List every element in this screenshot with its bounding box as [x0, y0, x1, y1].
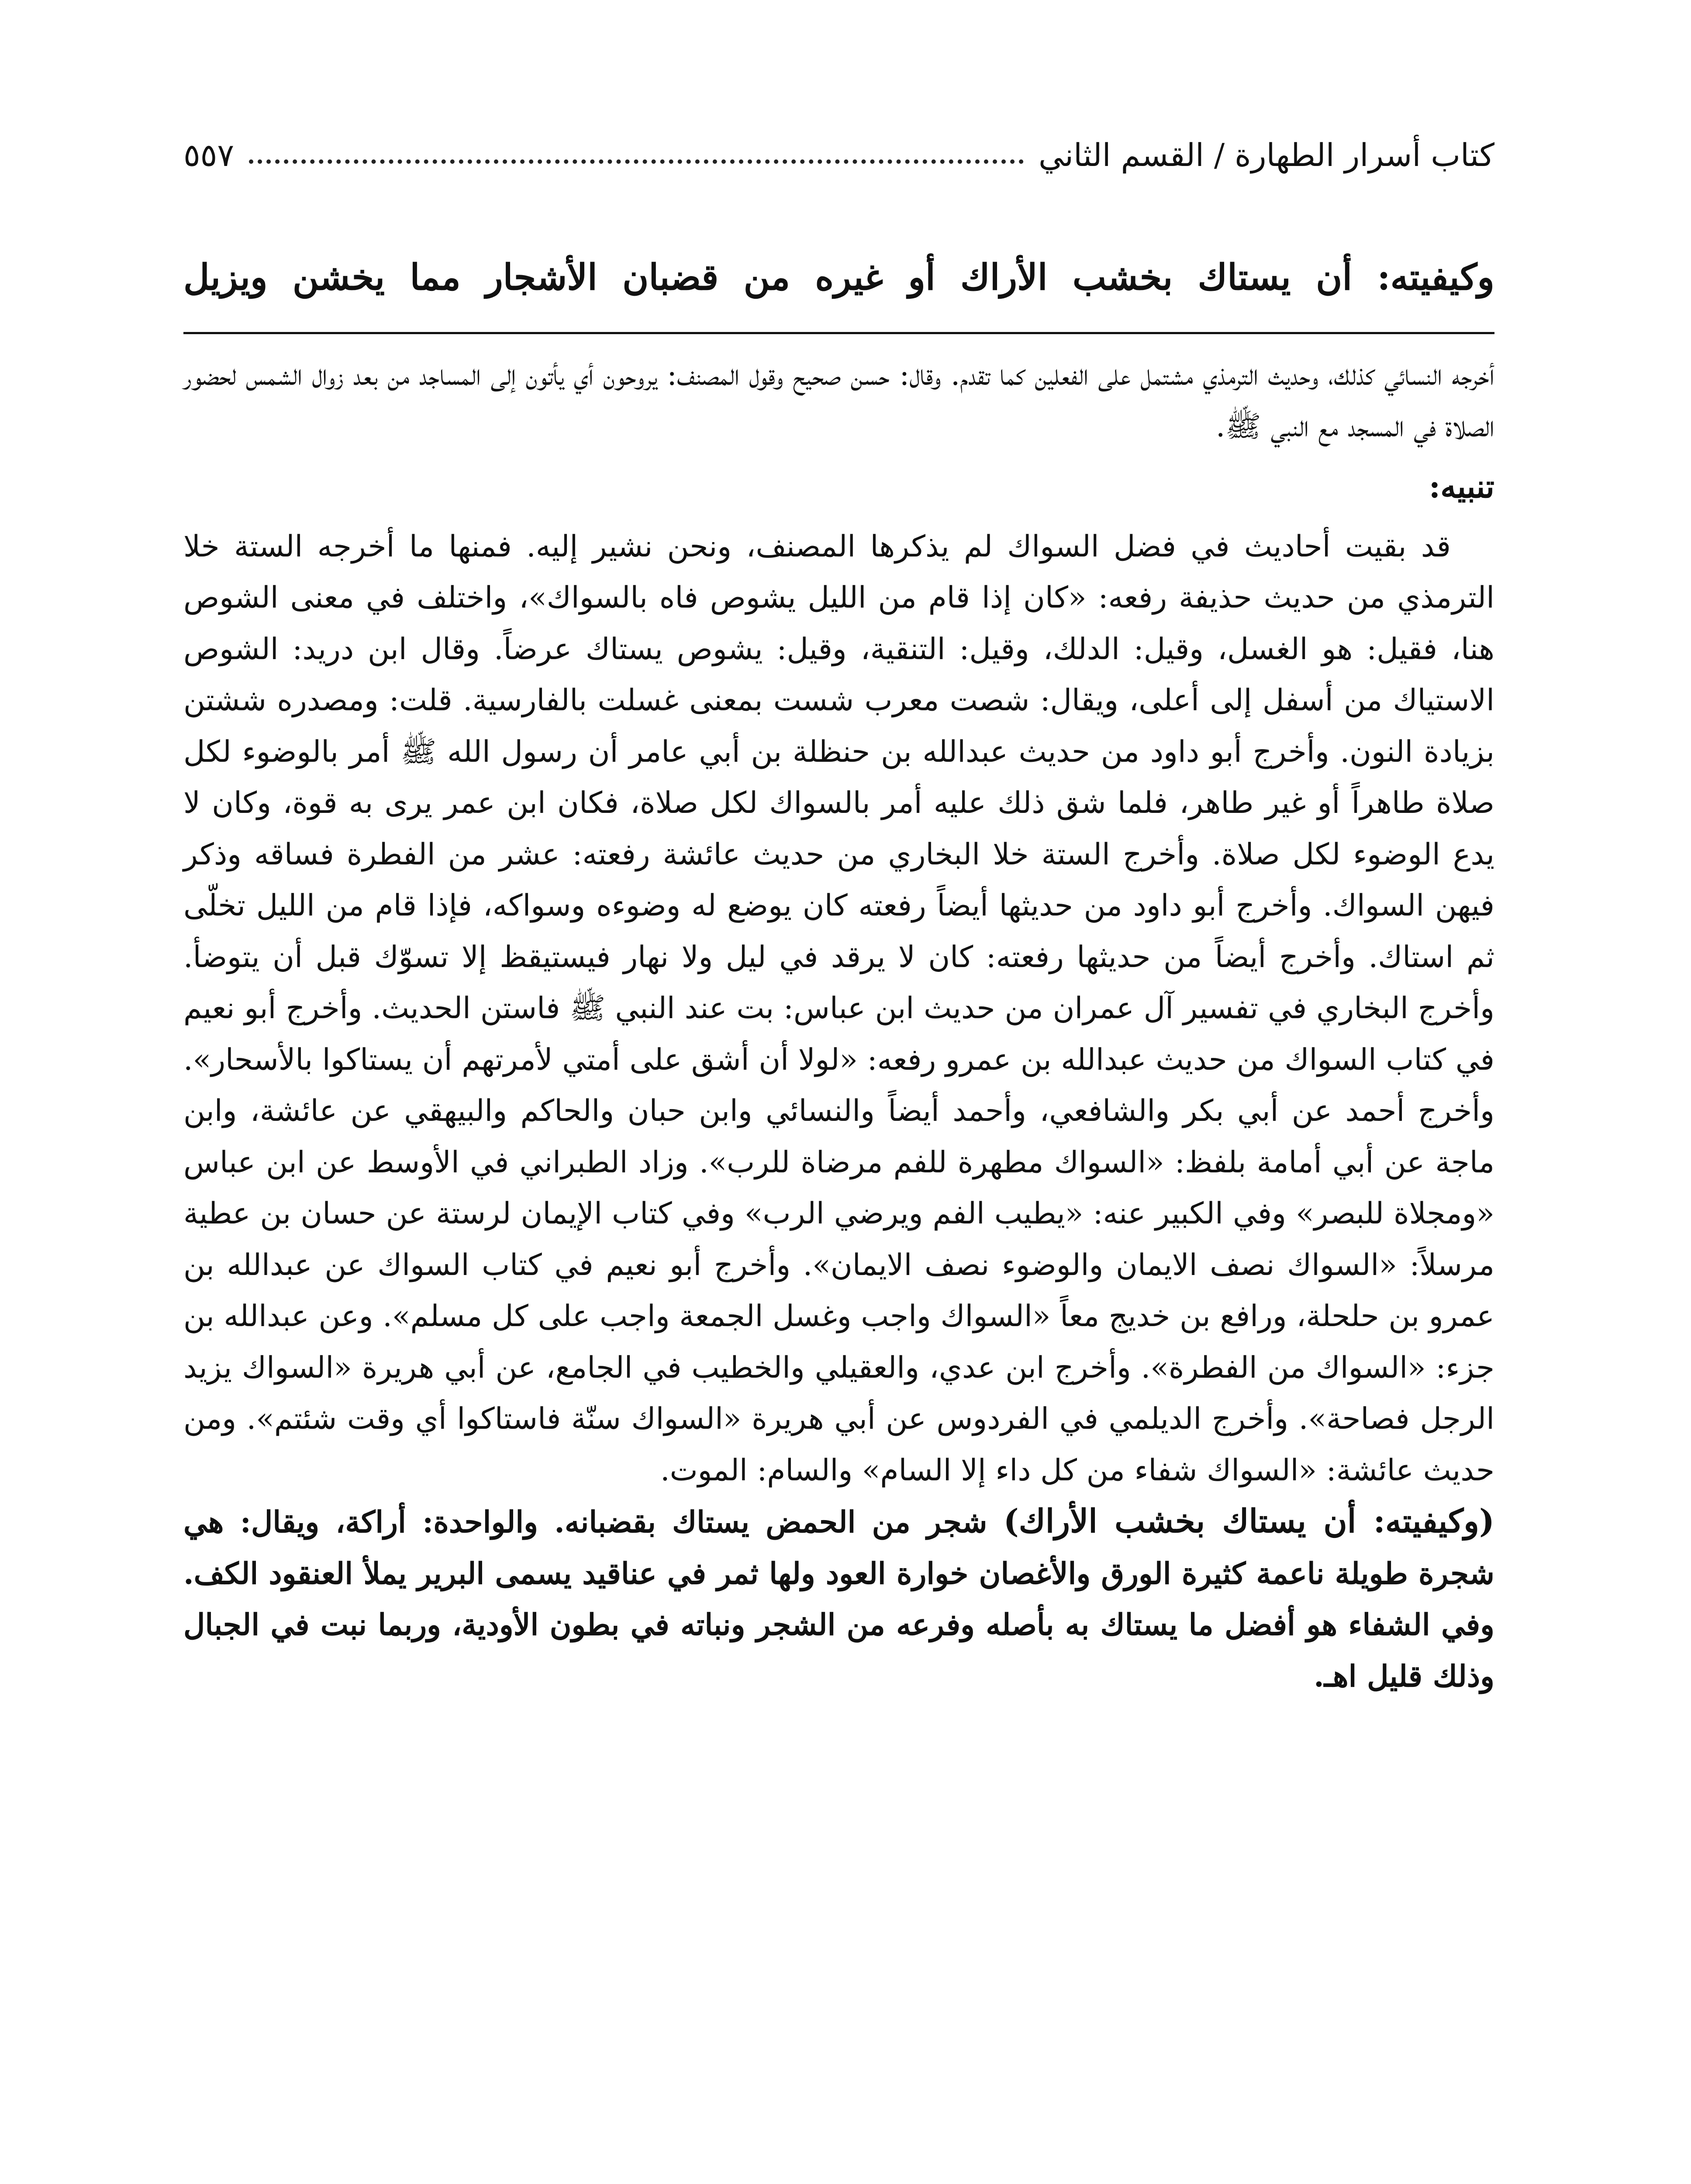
- paragraph-gap: [183, 512, 1494, 521]
- running-header: [183, 131, 1494, 179]
- main-text-line: وكيفيته: أن يستاك بخشب الأراك أو غيره من قضبان الأشجار مما يخشن ويزيل: [183, 256, 1494, 298]
- book-section-title: كتاب أسرار الطهارة / القسم الثاني: [1038, 137, 1494, 173]
- commentary-body: [183, 349, 1494, 1702]
- separator-rule: [183, 332, 1494, 334]
- commentary-paragraph-3: [183, 1496, 1494, 1702]
- paragraph-gap: [183, 452, 1494, 461]
- tanbih-heading: تنبيه:: [1429, 468, 1494, 505]
- leader-dots: [249, 159, 1024, 164]
- commentary-paragraph-1: أخرجه النسائي كذلك، وحديث الترمذي مشتمل على الفعلين كما تقدم. وقال: حسن صحيح وقول المصنف: يروحون أي يأتون إلى المساجد من بعد زوال الشمس لحضور الصلاة في المسجد مع النبي ﷺ.: [183, 358, 1494, 444]
- commentary-paragraph-2: قد بقيت أحاديث في فضل السواك لم يذكرها المصنف، ونحن نشير إليه. فمنها ما أخرجه الستة خلا الترمذي من حديث حذيفة رفعه: «كان إذا قام من الليل يشوص فاه بالسواك»، واختلف في معنى الشوص هنا، فقيل: هو الغسل، وقيل: الدلك، وقيل: التنقية، وقيل: يشوص يستاك عرضاً. وقال ابن دريد: الشوص الاستياك من أسفل إلى أعلى، ويقال: شصت معرب شست بمعنى غسلت بالفارسية. قلت: ومصدره ششتن بزيادة النون. وأخرج أبو داود من حديث عبدالله بن حنظلة بن أبي عامر أن رسول الله ﷺ أمر بالوضوء لكل صلاة طاهراً أو غير طاهر، فلما شق ذلك عليه أمر بالسواك لكل صلاة، فكان ابن عمر يرى به قوة، وكان لا يدع الوضوء لكل صلاة. وأخرج الستة خلا البخاري من حديث عائشة رفعته: عشر من الفطرة فساقه وذكر فيهن السواك. وأخرج أبو داود من حديثها أيضاً رفعته كان يوضع له وضوءه وسواكه، فإذا قام من الليل تخلّى ثم استاك. وأخرج أيضاً من حديثها رفعته: كان لا يرقد في ليل ولا نهار فيستيقظ إلا تسوّك قبل أن يتوضأ. وأخرج البخاري في تفسير آل عمران من حديث ابن عباس: بت عند النبي ﷺ فاستن الحديث. وأخرج أبو نعيم في كتاب السواك من حديث عبدالله بن عمرو رفعه: «لولا أن أشق على أمتي لأمرتهم أن يستاكوا بالأسحار». وأخرج أحمد عن أبي بكر والشافعي، وأحمد أيضاً والنسائي وابن حبان والحاكم والبيهقي عن عائشة، وابن ماجة عن أبي أمامة بلفظ: «السواك مطهرة للفم مرضاة للرب». وزاد الطبراني في الأوسط عن ابن عباس «ومجلاة للبصر» وفي الكبير عنه: «يطيب الفم ويرضي الرب» وفي كتاب الإيمان لرستة عن حسان بن عطية مرسلاً: «السواك نصف الايمان والوضوء نصف الايمان». وأخرج أبو نعيم في كتاب السواك عن عبدالله بن عمرو بن حلحلة، ورافع بن خديج معاً «السواك واجب وغسل الجمعة واجب على كل مسلم». وعن عبدالله بن جزء: «السواك من الفطرة». وأخرج ابن عدي، والعقيلي والخطيب في الجامع، عن أبي هريرة «السواك يزيد الرجل فصاحة». وأخرج الديلمي في الفردوس عن أبي هريرة «السواك سنّة فاستاكوا أي وقت شئتم». ومن حديث عائشة: «السواك شفاء من كل داء إلا السام» والسام: الموت.: [183, 529, 1494, 1488]
- page-number: ٥٥٧: [183, 137, 235, 173]
- quoted-lemma: (وكيفيته: أن يستاك بخشب الأراك): [1003, 1503, 1494, 1540]
- lemma-explanation: شجر من الحمض يستاك بقضبانه. والواحدة: أراكة، ويقال: هي شجرة طويلة ناعمة كثيرة الورق والأغصان خوارة العود ولها ثمر في عناقيد يسمى البرير يملأ العنقود الكف. وفي الشفاء هو أفضل ما يستاك به بأصله وفرعه من الشجر ونباته في بطون الأودية، وربما نبت في الجبال وذلك قليل اهـ.: [183, 1505, 1494, 1694]
